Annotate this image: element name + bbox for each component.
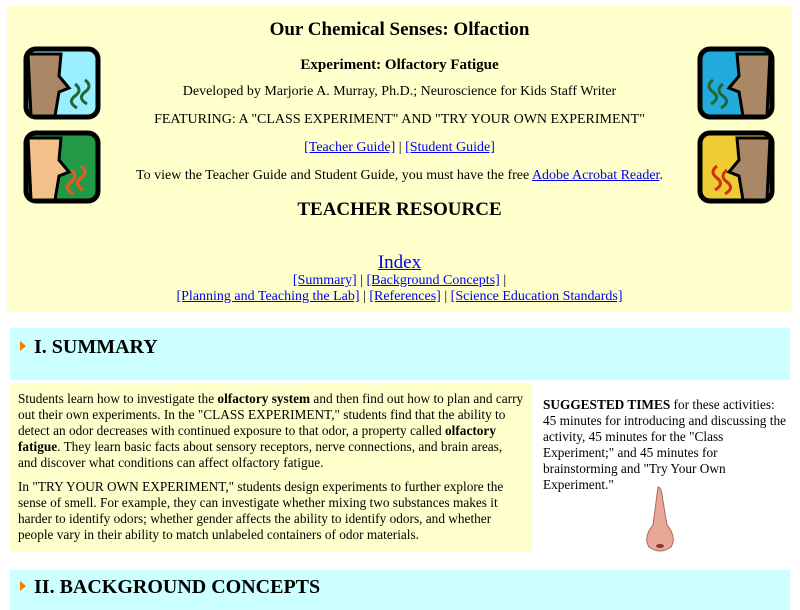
index-links-row1 (7, 273, 792, 289)
author-line: Developed by Marjorie A. Murray, Ph.D.; Neuroscience for Kids Staff Writer (182, 84, 617, 99)
index-link[interactable]: Index (377, 252, 422, 273)
background-section-header (10, 570, 790, 610)
summary-paragraph-2: In "TRY YOUR OWN EXPERIMENT," students design experiments to further explore the sense of smell. For example, they can investigate whether mixing two substances makes it harder to identify odors; whether gender affects the ability to identify odors, and whether people vary in their ability to match unlabeled containers of odor materials. (18, 479, 504, 542)
resource-heading: TEACHER RESOURCE (297, 199, 502, 220)
references-link[interactable]: [References] (369, 289, 441, 304)
standards-link[interactable]: [Science Education Standards] (450, 289, 623, 304)
page-title: Our Chemical Senses: Olfaction (269, 19, 530, 40)
summary-heading: I. SUMMARY (34, 336, 158, 358)
summary-paragraph-1: Students learn how to investigate the olfactory system and then find out how to plan and carry out their own experiments. In the "CLASS EXPERIMENT," students find that the ability to detect an odor decreases with continued exposure to that odor, a property called olfactory fatigue. They learn basic facts about sensory receptors, nerve connections, and brain areas, and discover what conditions can affect olfactory fatigue. (18, 391, 524, 470)
background-heading: II. BACKGROUND CONCEPTS (34, 576, 321, 598)
arrow-icon (20, 581, 26, 591)
acrobat-note (7, 168, 792, 184)
separator: | (440, 289, 451, 304)
header-panel (7, 6, 792, 312)
teacher-guide-link[interactable]: [Teacher Guide] (304, 140, 396, 155)
separator: | (359, 289, 370, 304)
arrow-icon (20, 341, 26, 351)
index-heading[interactable] (7, 252, 792, 274)
guide-links (7, 140, 792, 156)
summary-link[interactable]: [Summary] (292, 273, 357, 288)
period: . (659, 168, 663, 183)
acrobat-reader-link[interactable]: Adobe Acrobat Reader (531, 168, 660, 183)
background-concepts-link[interactable]: [Background Concepts] (366, 273, 500, 288)
summary-section-header (10, 328, 790, 380)
page-subtitle: Experiment: Olfactory Fatigue (300, 57, 499, 73)
separator: | (356, 273, 367, 288)
separator: | (395, 140, 406, 155)
student-guide-link[interactable]: [Student Guide] (405, 140, 495, 155)
nose-icon (643, 485, 677, 553)
acrobat-note-text: To view the Teacher Guide and Student Guide, you must have the free (136, 168, 532, 183)
planning-link[interactable]: [Planning and Teaching the Lab] (176, 289, 360, 304)
summary-body (10, 383, 532, 552)
index-links-row2 (7, 289, 792, 305)
featuring-line: FEATURING: A "CLASS EXPERIMENT" AND "TRY YOUR OWN EXPERIMENT" (154, 112, 645, 127)
suggested-times: SUGGESTED TIMES for these activities: 45 minutes for introducing and discussing the activity, 45 minutes for the "Class Experiment;" and 45 minutes for brainstorming and "Try Your Own Experiment." (543, 397, 788, 493)
separator: | (499, 273, 507, 288)
